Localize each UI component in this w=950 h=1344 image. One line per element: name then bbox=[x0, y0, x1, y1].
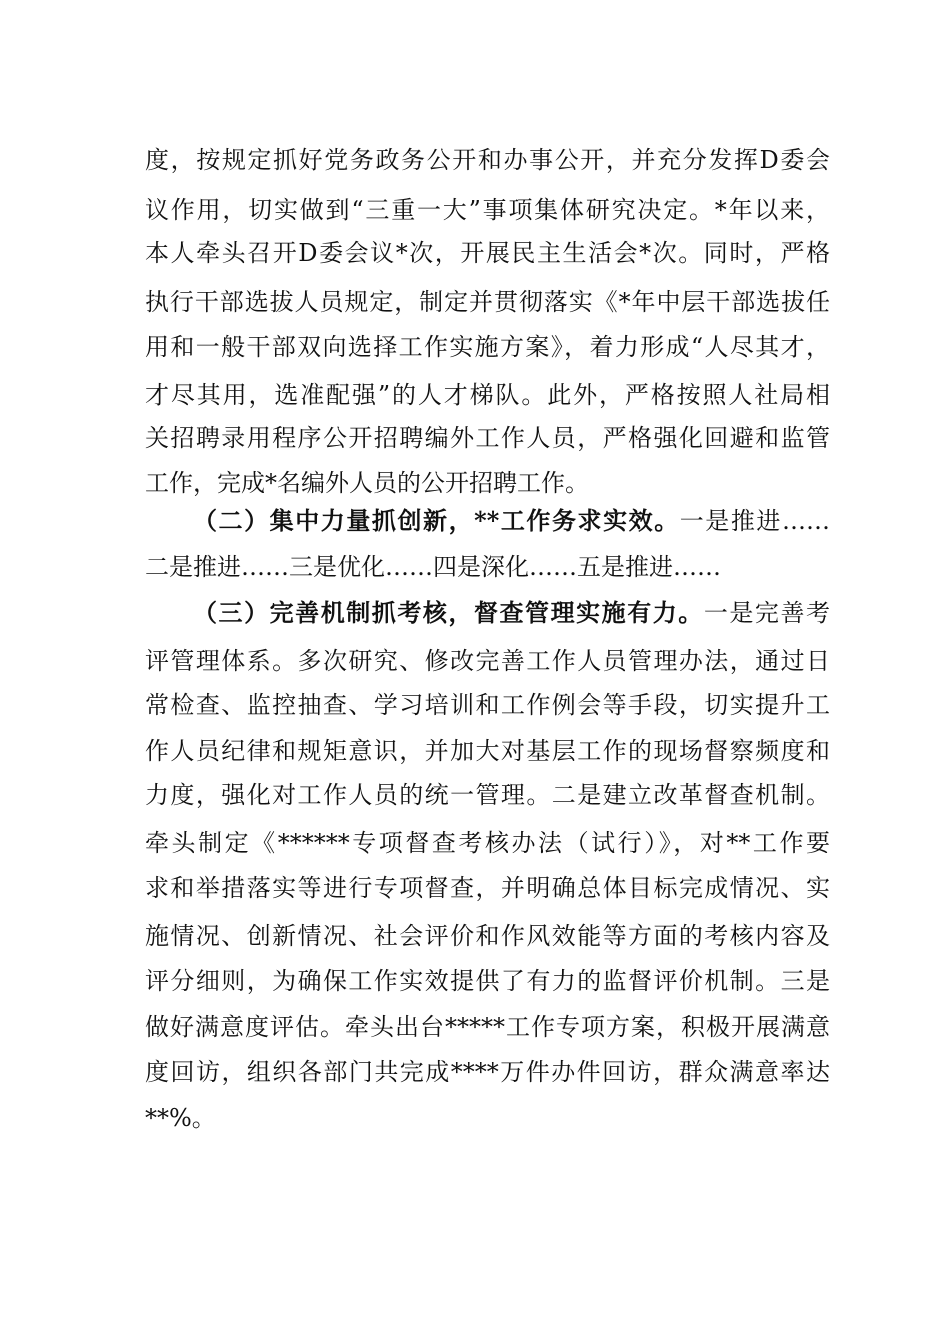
text-line: 牵头制定《******专项督查考核办法（试行）》，对**工作要 bbox=[145, 829, 830, 857]
section-heading: （二）集中力量抓创新，**工作务求实效。 bbox=[193, 506, 680, 535]
text-line: 关招聘录用程序公开招聘编外工作人员，严格强化回避和监管 bbox=[145, 424, 830, 452]
text-line: 评分细则，为确保工作实效提供了有力的监督评价机制。三是 bbox=[145, 967, 830, 995]
text-line: 度回访，组织各部门共完成****万件办件回访，群众满意率达 bbox=[145, 1058, 830, 1086]
text-line: 议作用，切实做到“三重一大”事项集体研究决定。*年以来， bbox=[145, 196, 830, 224]
text-line: 作人员纪律和规矩意识，并加大对基层工作的现场督察频度和 bbox=[145, 737, 830, 765]
text-line: 本人牵头召开D委会议*次，开展民主生活会*次。同时，严格 bbox=[145, 239, 830, 267]
text-run: 一是完善考 bbox=[703, 599, 831, 627]
section-heading: （三）完善机制抓考核，督查管理实施有力。 bbox=[193, 598, 704, 627]
text-line: 常检查、监控抽查、学习培训和工作例会等手段，切实提升工 bbox=[145, 691, 830, 719]
text-line: 评管理体系。多次研究、修改完善工作人员管理办法，通过日 bbox=[145, 647, 830, 675]
text-line: 才尽其用，选准配强”的人才梯队。此外，严格按照人社局相 bbox=[145, 381, 830, 409]
text-line: 二是推进……三是优化……四是深化……五是推进…… bbox=[145, 553, 721, 581]
text-line: 度，按规定抓好党务政务公开和办事公开，并充分发挥D委会 bbox=[145, 146, 830, 174]
text-line: 力度，强化对工作人员的统一管理。二是建立改革督查机制。 bbox=[145, 781, 830, 809]
text-line: 求和举措落实等进行专项督查，并明确总体目标完成情况、实 bbox=[145, 874, 830, 902]
text-line: 用和一般干部双向选择工作实施方案》，着力形成“人尽其才， bbox=[145, 333, 830, 361]
paragraph-heading-line bbox=[193, 590, 830, 636]
text-line: 施情况、创新情况、社会评价和作风效能等方面的考核内容及 bbox=[145, 922, 830, 950]
text-line: 工作，完成*名编外人员的公开招聘工作。 bbox=[145, 469, 589, 497]
text-line: **%。 bbox=[145, 1104, 216, 1132]
paragraph-heading-line bbox=[193, 498, 830, 544]
text-line: 做好满意度评估。牵头出台*****工作专项方案，积极开展满意 bbox=[145, 1013, 830, 1041]
text-line: 执行干部选拔人员规定，制定并贯彻落实《*年中层干部选拔任 bbox=[145, 288, 830, 316]
text-run: 一是推进…… bbox=[679, 507, 830, 535]
